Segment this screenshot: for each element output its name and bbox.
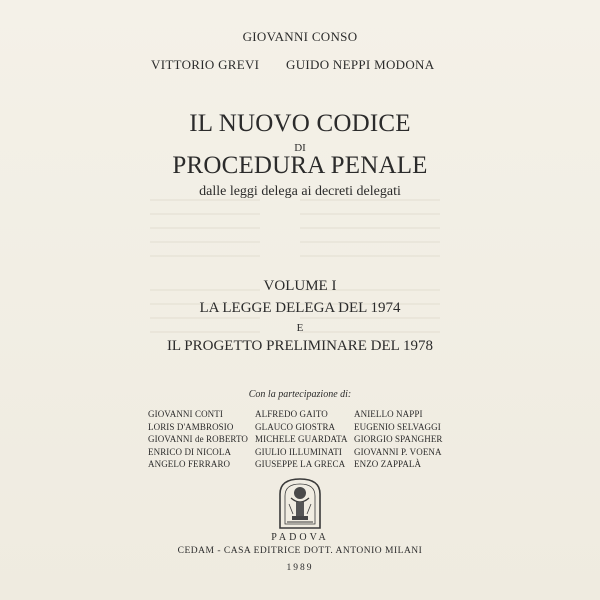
volume-title-2: E xyxy=(296,322,304,334)
participants-column-2 xyxy=(255,408,348,471)
participant-name: GIORGIO SPANGHER xyxy=(354,434,443,444)
publication-year: 1989 xyxy=(286,563,314,573)
participant-name: ANIELLO NAPPI xyxy=(354,409,423,419)
title-subtitle: dalle leggi delega ai decreti delegati xyxy=(199,184,401,199)
volume-title-3: IL PROGETTO PRELIMINARE DEL 1978 xyxy=(166,338,434,354)
participant-name: LORIS D'AMBROSIO xyxy=(148,421,234,432)
title-line-3: PROCEDURA PENALE xyxy=(172,152,428,179)
participants-column-1 xyxy=(148,408,248,471)
participant-name: MICHELE GUARDATA xyxy=(255,434,348,444)
participation-heading: Con la partecipazione di: xyxy=(248,389,352,400)
participant-name: GIOVANNI de ROBERTO xyxy=(148,434,249,444)
participant-name: ALFREDO GAITO xyxy=(255,409,328,419)
participant-name: GLAUCO GIOSTRA xyxy=(255,421,336,432)
author-top: GIOVANNI CONSO xyxy=(242,29,358,44)
participant-name: GIULIO ILLUMINATI xyxy=(255,446,342,457)
participants-column-3 xyxy=(354,408,443,471)
publisher-city: PADOVA xyxy=(271,532,329,543)
participant-name: GIUSEPPE LA GRECA xyxy=(255,459,346,469)
title-line-1: IL NUOVO CODICE xyxy=(189,110,411,137)
author-left: VITTORIO GREVI xyxy=(151,57,260,72)
volume-title-1: LA LEGGE DELEGA DEL 1974 xyxy=(199,300,401,316)
author-right: GUIDO NEPPI MODONA xyxy=(286,57,435,72)
participant-name: ANGELO FERRARO xyxy=(148,459,231,469)
participant-name: ENZO ZAPPALÀ xyxy=(354,459,422,469)
publisher-name: CEDAM - CASA EDITRICE DOTT. ANTONIO MILANI xyxy=(177,546,423,556)
publisher-emblem-icon xyxy=(277,476,323,530)
participant-name: ENRICO DI NICOLA xyxy=(148,446,232,457)
participant-name: GIOVANNI CONTI xyxy=(148,409,223,419)
volume-label: VOLUME I xyxy=(263,278,337,294)
participant-name: GIOVANNI P. VOENA xyxy=(354,446,442,457)
title-line-2: DI xyxy=(294,142,306,154)
participant-name: EUGENIO SELVAGGI xyxy=(354,421,441,432)
